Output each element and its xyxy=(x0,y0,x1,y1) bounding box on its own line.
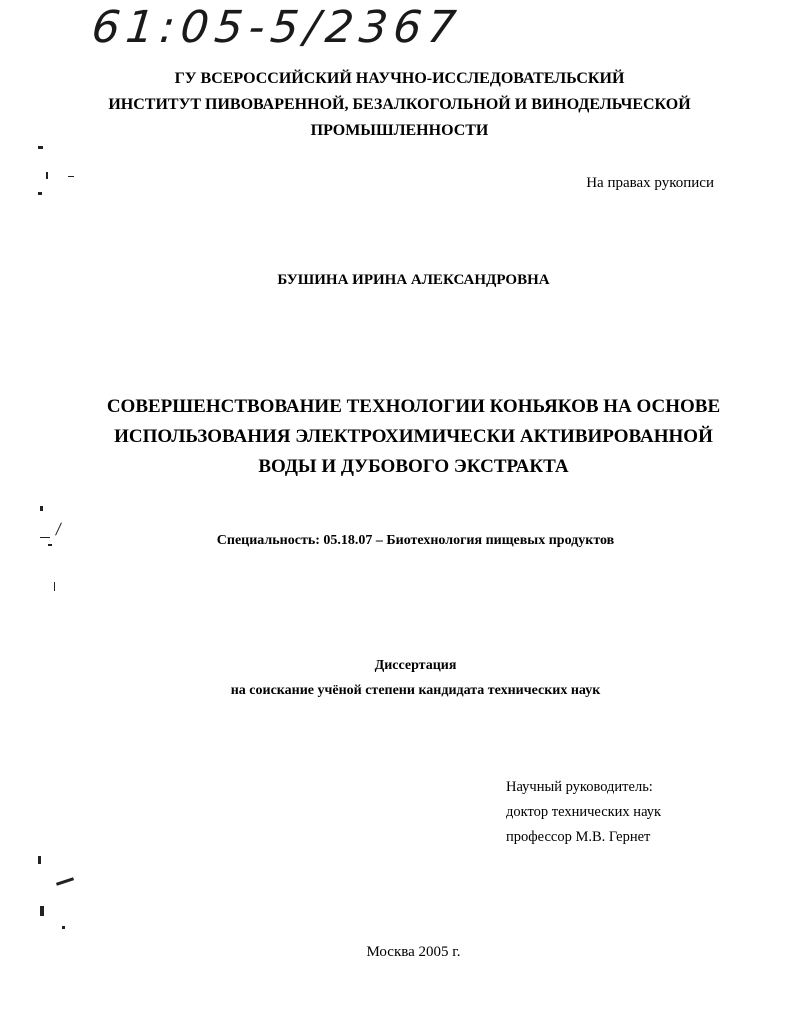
title-line-2: ИСПОЛЬЗОВАНИЯ ЭЛЕКТРОХИМИЧЕСКИ АКТИВИРОВАННОЙ xyxy=(114,426,713,447)
institution-line-1: ГУ ВСЕРОССИЙСКИЙ НАУЧНО-ИССЛЕДОВАТЕЛЬСКИЙ xyxy=(174,70,625,87)
city-year: Москва 2005 г. xyxy=(366,944,461,960)
author-name: БУШИНА ИРИНА АЛЕКСАНДРОВНА xyxy=(277,272,550,288)
scan-artifact xyxy=(68,176,74,177)
supervisor-block xyxy=(506,775,661,850)
supervisor-degree: доктор технических наук xyxy=(506,804,662,820)
institution-line-3: ПРОМЫШЛЕННОСТИ xyxy=(310,122,489,139)
dissertation-title xyxy=(14,392,799,482)
document-type-block xyxy=(16,653,799,703)
scan-artifact xyxy=(56,877,74,885)
scan-artifact xyxy=(46,172,48,179)
scan-artifact xyxy=(38,856,41,864)
title-line-1: СОВЕРШЕНСТВОВАНИЕ ТЕХНОЛОГИИ КОНЬЯКОВ НА ОСНОВЕ xyxy=(106,396,721,417)
supervisor-label: Научный руководитель: xyxy=(506,779,653,795)
supervisor-name: профессор М.В. Гернет xyxy=(506,829,651,845)
scan-artifact xyxy=(48,544,52,546)
degree-sought: на соискание учёной степени кандидата технических наук xyxy=(230,683,601,698)
manuscript-note: На правах рукописи xyxy=(586,175,714,191)
scan-artifact xyxy=(38,192,42,195)
document-type: Диссертация xyxy=(374,658,457,673)
scan-artifact xyxy=(38,146,43,149)
institution-line-2: ИНСТИТУТ ПИВОВАРЕННОЙ, БЕЗАЛКОГОЛЬНОЙ И ВИНОДЕЛЬЧЕСКОЙ xyxy=(108,96,691,113)
handwritten-catalog-number: 61:05-5/2367 xyxy=(89,2,465,53)
specialty: Специальность: 05.18.07 – Биотехнология пищевых продуктов xyxy=(216,533,615,548)
scan-artifact xyxy=(54,582,55,591)
scan-artifact xyxy=(40,906,44,916)
scan-artifact xyxy=(40,506,43,511)
scan-artifact xyxy=(40,537,50,538)
institution-block xyxy=(0,66,799,144)
title-line-3: ВОДЫ И ДУБОВОГО ЭКСТРАКТА xyxy=(258,456,569,477)
scan-artifact xyxy=(62,926,65,929)
